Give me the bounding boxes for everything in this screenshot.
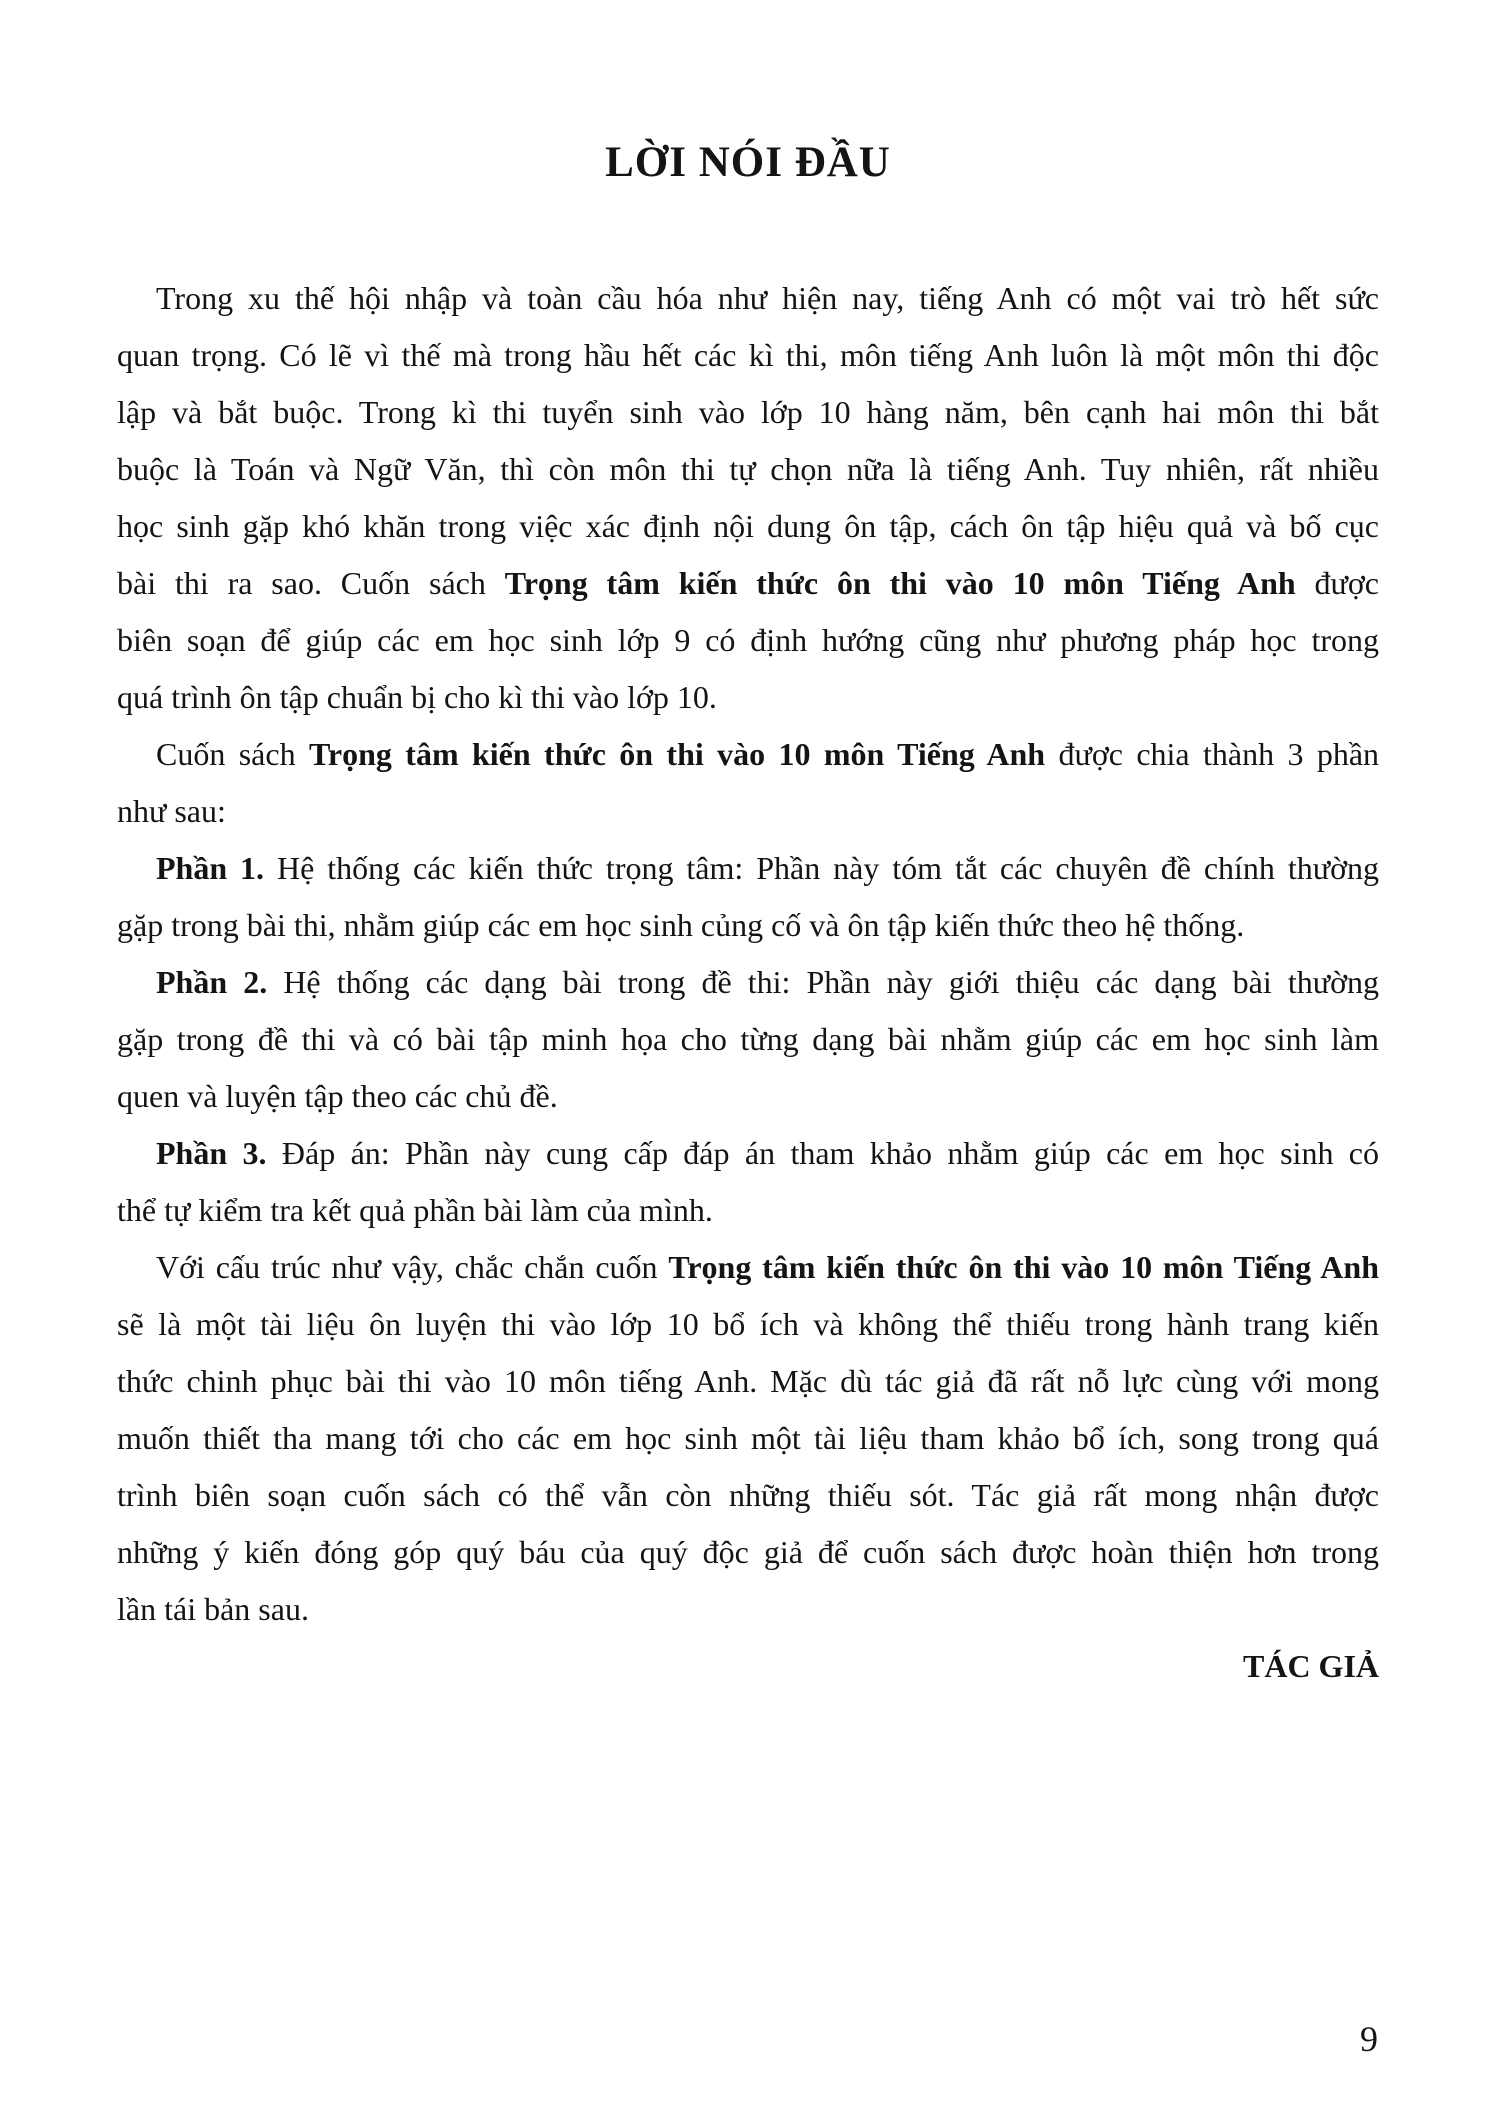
text-segment: Hệ thống các dạng bài trong đề thi: Phần này giới thiệu các dạng bài thường	[267, 964, 1379, 1000]
text-line	[117, 1353, 1379, 1410]
text-line	[117, 1524, 1379, 1581]
text-line	[117, 726, 1379, 783]
text-segment: Hệ thống các kiến thức trọng tâm: Phần này tóm tắt các chuyên đề chính thường	[264, 850, 1379, 886]
text-line	[117, 555, 1379, 612]
paragraph	[117, 270, 1379, 726]
bold-text-segment: Phần 1.	[156, 850, 265, 886]
page-number: 9	[1360, 2019, 1378, 2059]
paragraph	[117, 1125, 1379, 1239]
text-line	[117, 270, 1379, 327]
document-body	[117, 270, 1379, 1695]
text-line	[117, 1410, 1379, 1467]
text-segment: Với cấu trúc như vậy, chắc chắn cuốn	[156, 1249, 669, 1285]
paragraph	[117, 1239, 1379, 1638]
text-line	[117, 327, 1379, 384]
text-line	[117, 1467, 1379, 1524]
text-segment: Đáp án: Phần này cung cấp đáp án tham khảo nhằm giúp các em học sinh có	[266, 1135, 1379, 1171]
text-line	[117, 897, 1379, 954]
text-line	[117, 441, 1379, 498]
text-segment: bài thi ra sao. Cuốn sách	[117, 565, 505, 601]
text-segment: Trong xu thế hội nhập và toàn cầu hóa như hiện nay, tiếng Anh có một vai trò hết sức	[156, 280, 1379, 316]
text-line	[117, 1581, 1379, 1638]
text-line	[117, 1182, 1379, 1239]
text-line	[117, 384, 1379, 441]
text-line	[117, 1011, 1379, 1068]
text-line	[117, 498, 1379, 555]
text-segment: sẽ là một tài liệu ôn luyện thi vào lớp 10 bổ ích và không thể thiếu trong hành trang kiến	[117, 1306, 1379, 1342]
bold-text-segment: Trọng tâm kiến thức ôn thi vào 10 môn Tiếng Anh	[668, 1249, 1379, 1285]
paragraph	[117, 954, 1379, 1125]
text-line	[117, 840, 1379, 897]
text-line	[117, 1068, 1379, 1125]
text-segment: được chia thành 3 phần	[1045, 736, 1379, 772]
text-segment: quá trình ôn tập chuẩn bị cho kì thi vào lớp 10.	[117, 679, 717, 715]
text-segment: lần tái bản sau.	[117, 1591, 309, 1627]
text-segment: gặp trong bài thi, nhằm giúp các em học sinh củng cố và ôn tập kiến thức theo hệ thống.	[117, 907, 1245, 943]
text-segment: Cuốn sách	[156, 736, 309, 772]
text-segment: thức chinh phục bài thi vào 10 môn tiếng Anh. Mặc dù tác giả đã rất nỗ lực cùng với mong	[117, 1363, 1379, 1399]
text-segment: học sinh gặp khó khăn trong việc xác định nội dung ôn tập, cách ôn tập hiệu quả và bố cục	[117, 508, 1379, 544]
text-line	[117, 1239, 1379, 1296]
text-segment: quen và luyện tập theo các chủ đề.	[117, 1078, 558, 1114]
paragraph	[117, 840, 1379, 954]
bold-text-segment: Phần 2.	[156, 964, 268, 1000]
text-segment: thể tự kiểm tra kết quả phần bài làm của mình.	[117, 1192, 713, 1228]
paragraphs-container	[117, 270, 1379, 1638]
text-segment: những ý kiến đóng góp quý báu của quý độc giả để cuốn sách được hoàn thiện hơn trong	[117, 1534, 1379, 1570]
text-line	[117, 783, 1379, 840]
text-segment: được	[1295, 565, 1379, 601]
text-segment: lập và bắt buộc. Trong kì thi tuyển sinh vào lớp 10 hàng năm, bên cạnh hai môn thi bắt	[117, 394, 1379, 430]
text-segment: muốn thiết tha mang tới cho các em học sinh một tài liệu tham khảo bổ ích, song trong quá	[117, 1420, 1379, 1456]
bold-text-segment: Trọng tâm kiến thức ôn thi vào 10 môn Tiếng Anh	[504, 565, 1296, 601]
text-segment: gặp trong đề thi và có bài tập minh họa cho từng dạng bài nhằm giúp các em học sinh làm	[117, 1021, 1379, 1057]
text-segment: như sau:	[117, 793, 226, 829]
text-line	[117, 954, 1379, 1011]
text-line	[117, 1296, 1379, 1353]
author-signature: TÁC GIẢ	[1242, 1648, 1379, 1684]
text-segment: trình biên soạn cuốn sách có thể vẫn còn những thiếu sót. Tác giả rất mong nhận được	[117, 1477, 1379, 1513]
text-segment: buộc là Toán và Ngữ Văn, thì còn môn thi tự chọn nữa là tiếng Anh. Tuy nhiên, rất nhiều	[117, 451, 1379, 487]
text-line	[117, 669, 1379, 726]
text-line	[117, 612, 1379, 669]
text-segment: quan trọng. Có lẽ vì thế mà trong hầu hết các kì thi, môn tiếng Anh luôn là một môn thi độc	[117, 337, 1379, 373]
bold-text-segment: Trọng tâm kiến thức ôn thi vào 10 môn Tiếng Anh	[308, 736, 1046, 772]
page-title: LỜI NÓI ĐẦU	[605, 139, 891, 186]
bold-text-segment: Phần 3.	[156, 1135, 267, 1171]
paragraph	[117, 726, 1379, 840]
text-segment: biên soạn để giúp các em học sinh lớp 9 có định hướng cũng như phương pháp học trong	[117, 622, 1379, 658]
text-line	[117, 1125, 1379, 1182]
